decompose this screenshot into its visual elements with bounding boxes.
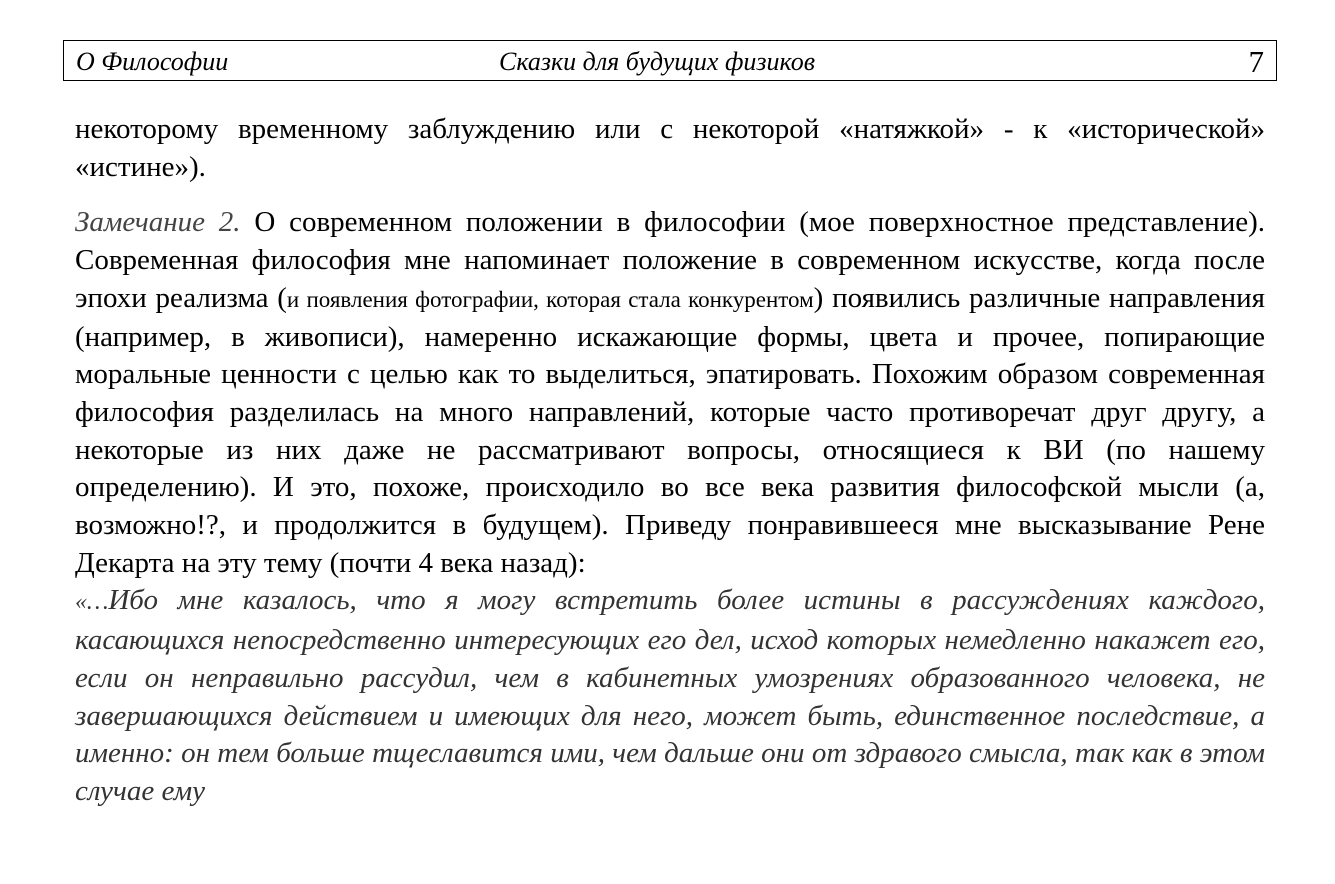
quote-open-mark: «…: [75, 589, 109, 616]
remark-text-a: О современном положении в философии (мое поверхностное представление). Современная философия мне напоминает положение в современном искусстве, когда после эпохи реализма (: [75, 206, 1265, 314]
remark-small-text: и появления фотографии, которая стала конкурентом: [286, 286, 814, 312]
header-section-title: О Философии: [76, 47, 229, 76]
remark-paragraph: [75, 204, 1265, 582]
paragraph-continuation: некоторому временному заблуждению или с некоторой «натяжкой» - к «исторической» «истине»).: [75, 113, 1265, 183]
page-header: [63, 40, 1277, 81]
page-number: 7: [1248, 44, 1264, 79]
remark-text-b: ) появились различные направления (например, в живописи), намеренно искажающие формы, цвета и прочее, попирающие моральные ценности с целью как то выделиться, эпатировать. Похожим образом современная философия разделилась на много направлений, которые часто противоречат друг другу, а некоторые из них даже не рассматривают вопросы, относящиеся к ВИ (по нашему определению). И это, похоже, происходило во все века развития философской мысли (а, возможно!?, и продолжится в будущем). Приведу понравившееся мне высказывание Рене Декарта на эту тему (почти 4 века назад):: [75, 281, 1265, 579]
remark-label: Замечание 2.: [75, 206, 241, 239]
quote-text: Ибо мне казалось, что я могу встретить более истины в рассуждениях каждого, касающихся непосредственно интересующих его дел, исход которых немедленно накажет его, если он неправильно рассудил, чем в кабинетных умозрениях образованного человека, не завершающихся действием и имеющих для него, может быть, единственное последствие, а именно: он тем больше тщеславится ими, чем дальше они от здравого смысла, так как в этом случае ему: [75, 584, 1265, 807]
header-book-title: Сказки для будущих физиков: [499, 47, 816, 76]
descartes-quote: [75, 582, 1265, 810]
page-body: [75, 111, 1265, 811]
